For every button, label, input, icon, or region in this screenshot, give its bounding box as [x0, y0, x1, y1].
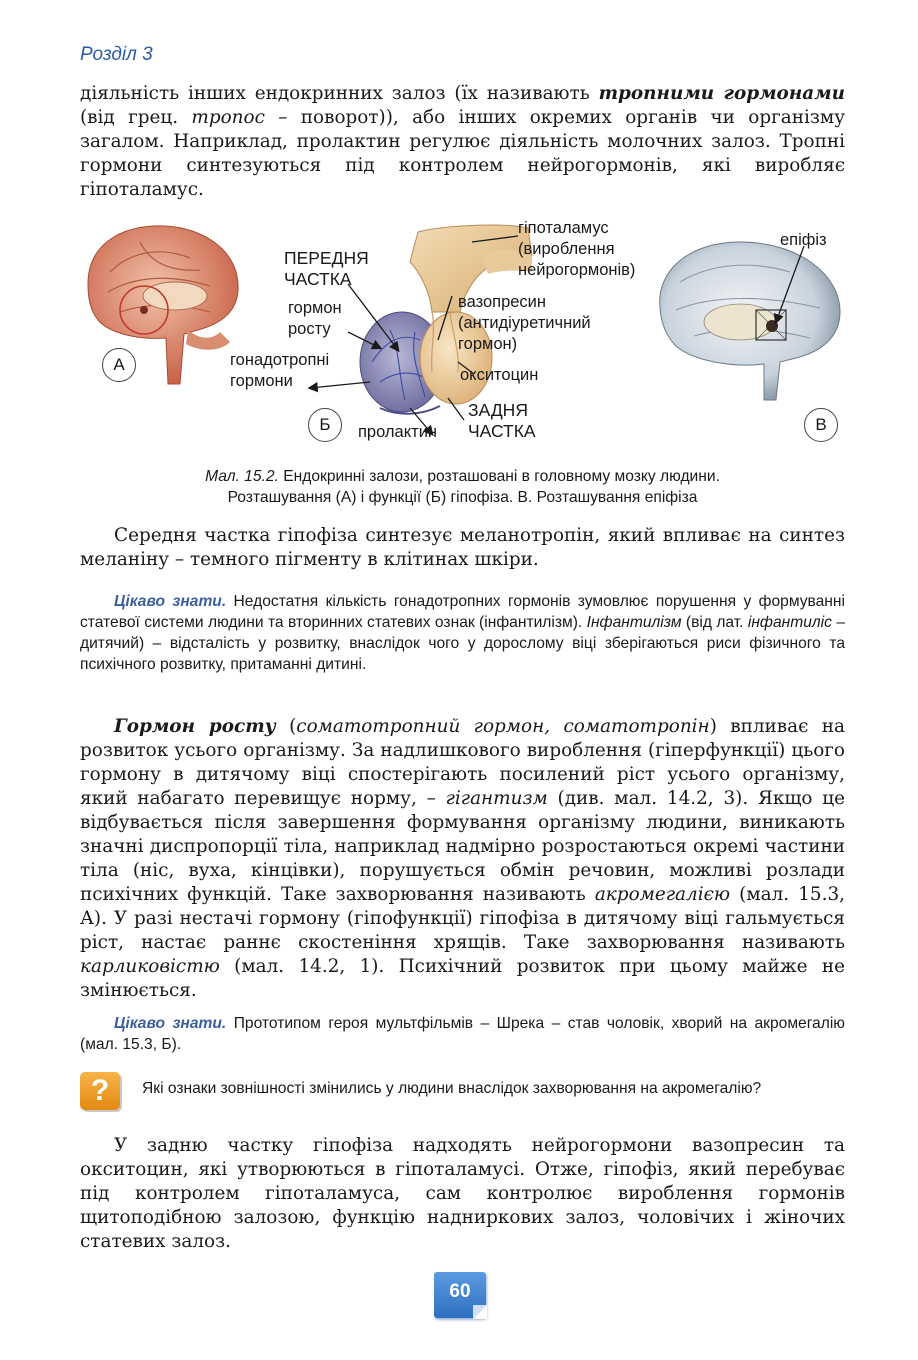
caption-line-1 [80, 466, 845, 487]
label-growth-hormone [288, 298, 342, 340]
label-line: ЗАДНЯ [468, 400, 528, 420]
page-number-badge [434, 1272, 486, 1318]
label-line: ПЕРЕДНЯ [284, 248, 369, 268]
label-line: гонадотропні [230, 351, 330, 369]
paragraph-3 [80, 715, 845, 1003]
label-line: гормони [230, 372, 293, 390]
label-posterior-lobe [468, 400, 536, 442]
term-dwarfism: карликовістю [80, 956, 220, 977]
term-acromegaly: акромегалією [594, 884, 731, 905]
paragraph-1 [80, 82, 845, 202]
text-run: діяльність інших ендокринних залоз (їх називають [80, 83, 599, 104]
question-block [80, 1070, 845, 1122]
label-line: ЧАСТКА [284, 269, 352, 289]
figure-number: Мал. 15.2. [205, 468, 279, 485]
brain-epiphysis-illustration [660, 242, 840, 400]
term-infantilism: Інфантилізм [586, 614, 682, 631]
text-run: (мал. 14.2, 1). Психічний розвиток при цьому майже не змінюється. [80, 956, 845, 1001]
did-you-know-2 [80, 1013, 845, 1055]
label-line: гормон) [458, 335, 518, 353]
label-oxytocin: окситоцин [460, 366, 539, 384]
text-run: ) впливає на розвиток усього організму. За надлишкового вироблення (гіперфункції) цього гормону в дитячому віці спостерігають посилений ріст усього організму, який набагато перевищує норму, – [80, 716, 846, 809]
text-run: ( [275, 716, 297, 737]
page-number: 60 [449, 1281, 471, 1302]
text-run: Середня частка гіпофіза синтезує меланотропін, який впливає на синтез меланіну – темного пігменту в клітинах шкіри. [80, 525, 845, 570]
figure-caption [80, 466, 845, 508]
label-epiphysis: епіфіз [780, 231, 827, 249]
note-lead: Цікаво знати. [114, 593, 227, 610]
term-growth-hormone: Гормон росту [114, 716, 276, 737]
marker-b: Б [308, 408, 342, 442]
label-vasopressin [458, 292, 591, 355]
paragraph-2 [80, 524, 845, 572]
label-line: (антидіуретичний [458, 314, 591, 332]
text-run: У задню частку гіпофіза надходять нейрогормони вазопресин та окситоцин, які утворюються в гіпоталамусі. Отже, гіпофіз, який перебуває під контролем гіпоталамуса, сам контролює вироблення гормонів щитоподібною залозою, функцію надниркових залоз, чоловічих і жіночих статевих залоз. [80, 1135, 845, 1252]
question-icon: ? [80, 1072, 120, 1110]
text-run: – дитячий) – відсталість у розвитку, внаслідок чого у дорослому віці зберігаються риси фізичного та психічного розвитку, притаманні дитині. [80, 614, 845, 673]
paragraph-4 [80, 1134, 845, 1254]
label-line: (вироблення [518, 240, 615, 258]
caption-line-2: Розташування (А) і функції (Б) гіпофіза. В. Розташування епіфіза [227, 489, 698, 506]
text-run: Прототипом героя мультфільмів – Шрека – став чоловік, хворий на акромегалію (мал. 15.3, Б). [80, 1015, 845, 1053]
label-line: вазопресин [458, 293, 546, 311]
text-run: (від грец. [80, 107, 192, 128]
term-infantilis: інфантиліс [747, 614, 832, 631]
text-run: (див. мал. 14.2, 3). Якщо це відбувається після завершення формування організму людини, виникають значні диспропорції тіла, наприклад надмірно розростаються окремі частини тіла (ніс, вуха, кінцівки), порушується обмін речовин, можливі розлади психічних функцій. Таке захворювання називають [80, 788, 845, 905]
figure-15-2 [80, 212, 850, 462]
caption-text: Ендокринні залози, розташовані в головному мозку людини. [278, 468, 720, 485]
label-line: росту [288, 320, 331, 338]
question-text: Які ознаки зовнішності змінились у людини внаслідок захворювання на акромегалію? [142, 1080, 762, 1097]
note-lead: Цікаво знати. [114, 1015, 227, 1032]
label-hypothalamus [518, 218, 635, 281]
label-anterior-lobe [284, 248, 369, 290]
page-fold-decoration [473, 1305, 487, 1319]
label-prolactin: пролактин [358, 423, 438, 441]
term-somatotropin: соматотропний гормон, соматотропін [296, 716, 710, 737]
text-run: (мал. 15.3, А). У разі нестачі гормону (гіпофункції) гіпофіза в дитячому віці гальмується ріст, настає раннє скостеніння хрящів. Таке захворювання називають [80, 884, 845, 953]
label-line: ЧАСТКА [468, 421, 536, 441]
text-run: – поворот)), або інших окремих органів чи організму загалом. Наприклад, пролактин регулює діяльність молочних залоз. Тропні гормони синтезуються під контролем нейрогормонів, які виробляє гіпоталамус. [80, 107, 846, 200]
term-tropos: тропос [191, 107, 265, 128]
label-line: гормон [288, 299, 342, 317]
marker-c: В [804, 408, 838, 442]
label-line: гіпоталамус [518, 219, 609, 237]
label-gonadotropic [230, 350, 329, 392]
section-label: Розділ 3 [80, 44, 153, 65]
term-gigantism: гігантизм [445, 788, 548, 809]
term-tropic-hormones: тропними гормонами [598, 83, 845, 104]
text-run: Недостатня кількість гонадотропних гормонів зумовлює порушення у формуванні статевої системи людини та вторинних статевих ознак (інфантилізм). [80, 593, 845, 631]
label-line: нейрогормонів) [518, 261, 636, 279]
did-you-know-1 [80, 591, 845, 675]
marker-a: А [102, 348, 136, 382]
text-run: (від лат. [681, 614, 748, 631]
